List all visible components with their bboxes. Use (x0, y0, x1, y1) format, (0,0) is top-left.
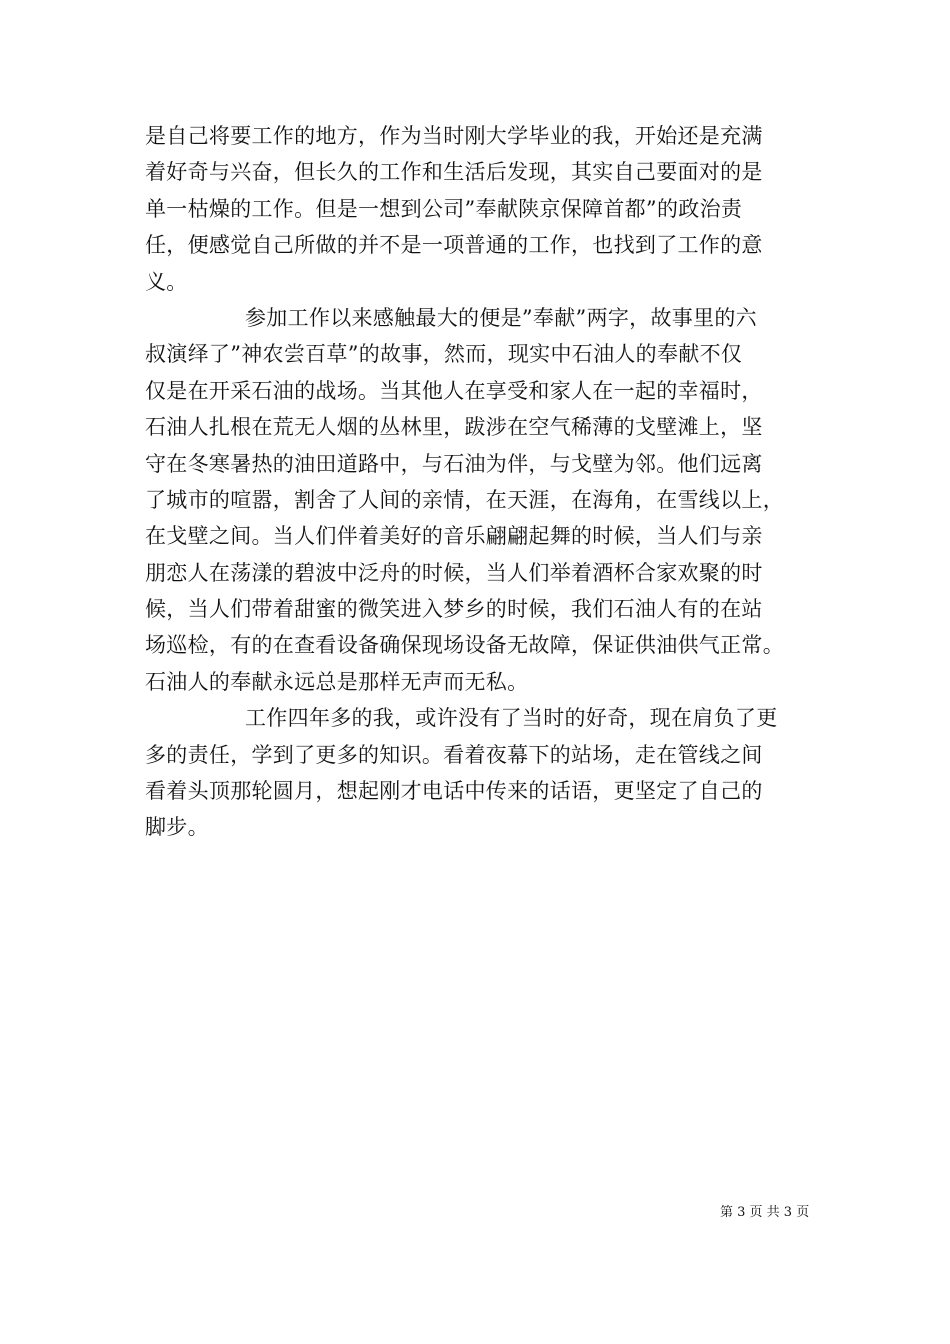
text-line: 了城市的喧嚣，割舍了人间的亲情，在天涯，在海角，在雪线以上， (145, 487, 784, 512)
text-line: 朋恋人在荡漾的碧波中泛舟的时候，当人们举着酒杯合家欢聚的时 (145, 560, 763, 585)
paragraph-3 (145, 700, 810, 846)
text-line: 工作四年多的我，或许没有了当时的好奇，现在肩负了更 (245, 706, 778, 731)
text-line: 看着头顶那轮圆月，想起刚才电话中传来的话语，更坚定了自己的 (145, 779, 763, 804)
paragraph-1 (145, 118, 810, 300)
body-text (145, 118, 810, 846)
text-line: 多的责任，学到了更多的知识。看着夜幕下的站场，走在管线之间 (145, 742, 763, 767)
text-line: 叔演绎了”神农尝百草”的故事，然而，现实中石油人的奉献不仅 (145, 342, 743, 367)
text-line: 义。 (145, 269, 188, 294)
page-number: 第 3 页 共 3 页 (720, 1205, 810, 1220)
text-line: 任，便感觉自己所做的并不是一项普通的工作，也找到了工作的意 (145, 233, 763, 258)
text-line: 候，当人们带着甜蜜的微笑进入梦乡的时候，我们石油人有的在站 (145, 597, 763, 622)
text-line: 仅是在开采石油的战场。当其他人在享受和家人在一起的幸福时， (145, 378, 763, 403)
text-line: 脚步。 (145, 815, 209, 840)
text-line: 石油人扎根在荒无人烟的丛林里，跋涉在空气稀薄的戈壁滩上，坚 (145, 415, 763, 440)
text-line: 守在冬寒暑热的油田道路中，与石油为伴，与戈壁为邻。他们远离 (145, 451, 763, 476)
text-line: 单一枯燥的工作。但是一想到公司”奉献陕京保障首都”的政治责 (145, 196, 743, 221)
text-line: 是自己将要工作的地方，作为当时刚大学毕业的我，开始还是充满 (145, 124, 763, 148)
text-line: 在戈壁之间。当人们伴着美好的音乐翩翩起舞的时候，当人们与亲 (145, 524, 763, 549)
text-line: 场巡检，有的在查看设备确保现场设备无故障，保证供油供气正常。 (145, 633, 784, 658)
text-line: 着好奇与兴奋，但长久的工作和生活后发现，其实自己要面对的是 (145, 160, 763, 185)
text-line: 参加工作以来感触最大的便是”奉献”两字，故事里的六 (245, 305, 757, 330)
paragraph-2 (145, 300, 810, 700)
text-line: 石油人的奉献永远总是那样无声而无私。 (145, 669, 529, 694)
